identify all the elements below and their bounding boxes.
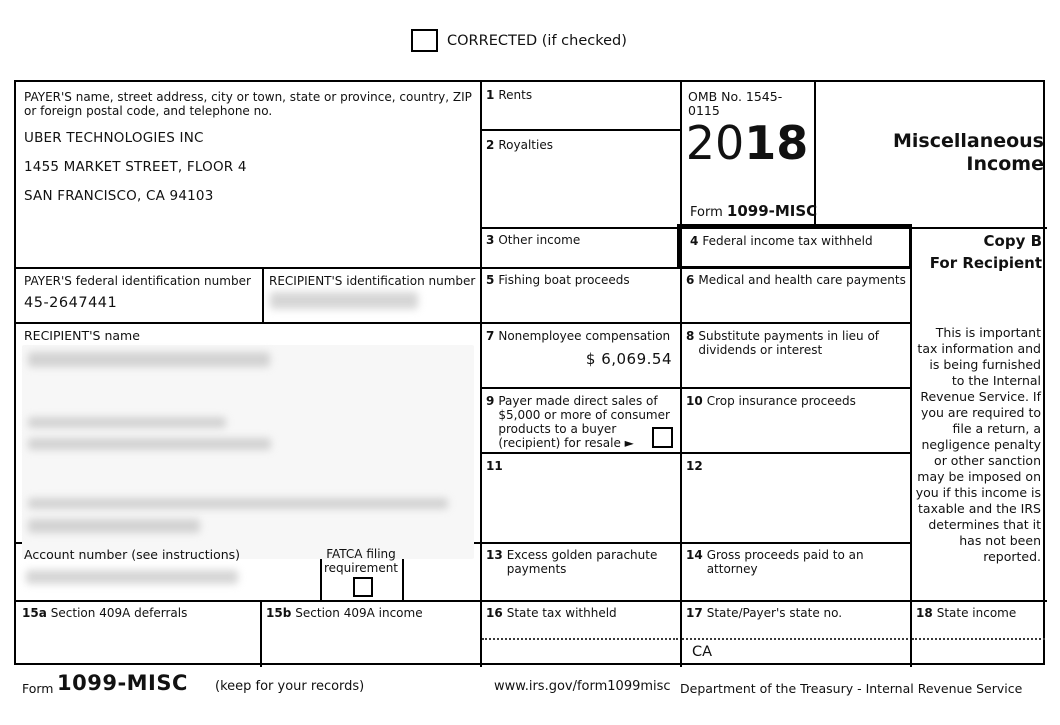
grid-line	[16, 600, 1047, 602]
box3-label: 3 Other income	[486, 233, 581, 247]
box7-label: 7 Nonemployee compensation	[486, 329, 671, 343]
payer-address-line1: 1455 MARKET STREET, FLOOR 4	[24, 159, 247, 175]
box16-label: 16 State tax withheld	[486, 606, 617, 620]
footer-department: Department of the Treasury - Internal Revenue Service	[680, 681, 1023, 696]
box15a-label: 15a Section 409A deferrals	[22, 606, 188, 620]
grid-line	[480, 387, 910, 389]
footer-form-number: 1099-MISC	[57, 671, 188, 695]
grid-line	[16, 322, 910, 324]
box14-label: 14 Gross proceeds paid to an attorney	[686, 548, 864, 576]
box17-value: CA	[692, 644, 713, 660]
box4-label: 4 Federal income tax withheld	[690, 234, 873, 248]
recipient-id-redacted	[270, 292, 418, 309]
tax-year: 2018	[685, 116, 809, 170]
box9-checkbox[interactable]	[652, 427, 673, 448]
form-number-omb: Form 1099-MISC	[690, 202, 818, 220]
payer-address-line2: SAN FRANCISCO, CA 94103	[24, 188, 214, 204]
recipient-id-label: RECIPIENT'S identification number	[269, 274, 476, 288]
payer-block-label: PAYER'S name, street address, city or town, state or province, country, ZIP or foreign postal code, and telephone no.	[24, 90, 472, 118]
grid-line	[680, 82, 682, 667]
recipient-name-label: RECIPIENT'S name	[24, 328, 140, 343]
footer-irs-url: www.irs.gov/form1099misc	[494, 679, 671, 694]
footer-form-word: Form	[22, 681, 54, 696]
grid-line	[260, 600, 262, 667]
street-label-redacted	[28, 417, 226, 428]
payer-name: UBER TECHNOLOGIES INC	[24, 130, 204, 146]
box13-label: 13 Excess golden parachute payments	[486, 548, 658, 576]
grid-line	[262, 267, 264, 322]
box18-dashed-line	[912, 638, 1045, 640]
street-value-redacted	[28, 438, 271, 450]
box15b-label: 15b Section 409A income	[266, 606, 423, 620]
grid-line	[480, 452, 910, 454]
city-value-redacted	[28, 519, 200, 533]
payer-federal-id-value: 45-2647441	[24, 295, 118, 311]
box5-label: 5 Fishing boat proceeds	[486, 273, 630, 287]
fatca-label: FATCA filing requirement	[323, 547, 399, 575]
account-number-label: Account number (see instructions)	[24, 547, 241, 562]
box7-value: $ 6,069.54	[585, 350, 672, 368]
fatca-checkbox[interactable]	[353, 577, 373, 597]
box10-label: 10 Crop insurance proceeds	[686, 394, 856, 408]
grid-line	[480, 129, 680, 131]
box17-label: 17 State/Payer's state no.	[686, 606, 843, 620]
box1-label: 1 Rents	[486, 88, 533, 102]
box18-label: 18 State income	[916, 606, 1017, 620]
city-label-redacted	[28, 498, 448, 509]
box11-label: 11	[486, 459, 503, 473]
footer-keep-note: (keep for your records)	[215, 679, 365, 694]
box8-label: 8 Substitute payments in lieu of dividends or interest	[686, 329, 880, 357]
grid-line	[480, 82, 482, 667]
box9-label: 9 Payer made direct sales of $5,000 or more of consumer products to a buyer (recipient) for resale ►	[486, 394, 670, 450]
account-number-redacted	[26, 570, 238, 584]
copy-designation: Copy B For Recipient	[929, 232, 1042, 272]
recipient-statement: This is important tax information and is being furnished to the Internal Revenue Service. If you are required to file a return, a negligence penalty or other sanction may be imposed on you if this income is taxable and the IRS determines that it has not been reported.	[915, 325, 1041, 564]
form-title: Miscellaneous Income	[892, 130, 1044, 175]
box16-dashed-line	[482, 638, 678, 640]
box17-dashed-line	[682, 638, 908, 640]
recipient-name-redacted	[28, 352, 270, 367]
box2-label: 2 Royalties	[486, 138, 553, 152]
omb-number: OMB No. 1545-0115	[688, 89, 783, 118]
corrected-checkbox[interactable]	[411, 29, 438, 52]
form-1099-misc	[14, 80, 1045, 665]
payer-federal-id-label: PAYER'S federal identification number	[24, 274, 251, 288]
box6-label: 6 Medical and health care payments	[686, 273, 906, 287]
corrected-label: CORRECTED (if checked)	[447, 33, 627, 49]
box12-label: 12	[686, 459, 703, 473]
